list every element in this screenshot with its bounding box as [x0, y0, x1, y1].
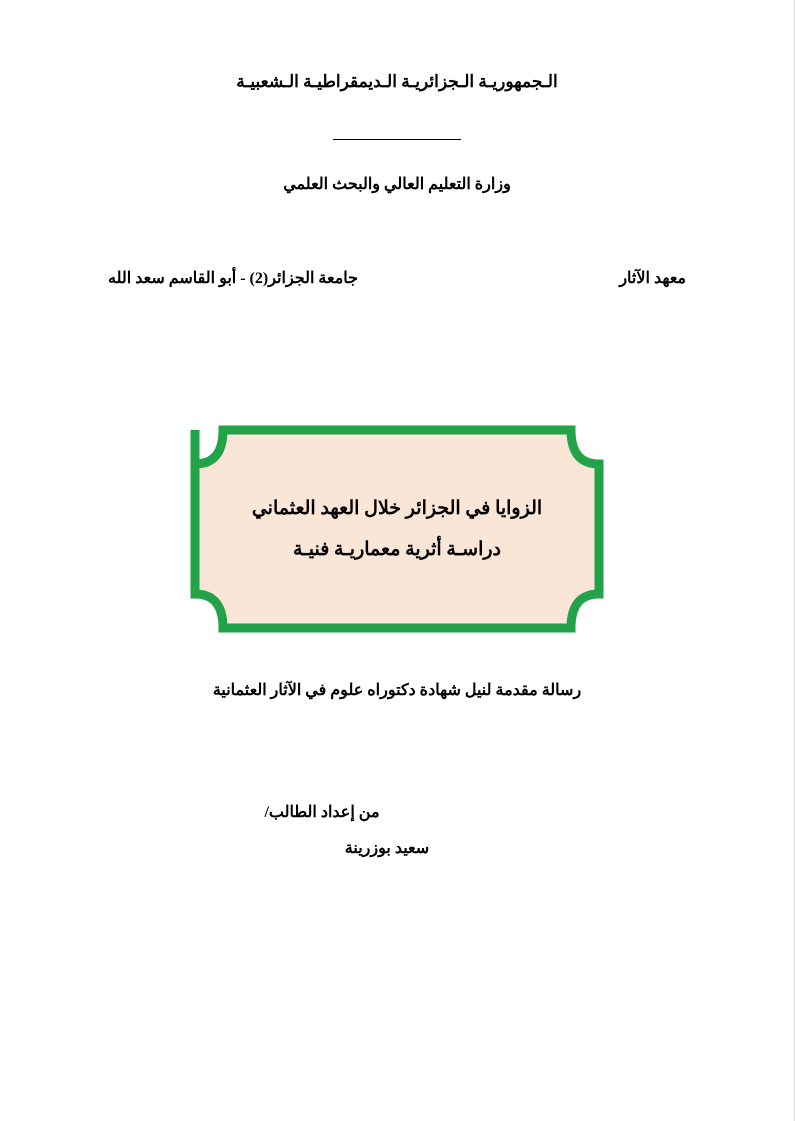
- institute-label: معهد الآثار: [619, 270, 686, 287]
- horizontal-divider: [333, 139, 461, 140]
- prepared-by-label: من إعداد الطالب/: [264, 804, 380, 821]
- title-text-group: [185, 420, 609, 638]
- title-line-2: دراسـة أثرية معماريـة فنيـة: [293, 539, 501, 560]
- title-line-1: الزوايا في الجزائر خلال العهد العثماني: [251, 498, 543, 519]
- republic-heading: الـجمهوريـة الـجزائريـة الـديمقراطيـة الـشعبيـة: [236, 72, 558, 91]
- thesis-statement: رسالة مقدمة لنيل شهادة دكتوراه علوم في الآثار العثمانية: [212, 682, 582, 699]
- university-row: [0, 268, 794, 288]
- title-plaque: [185, 420, 609, 638]
- author-block: [0, 802, 794, 858]
- author-name: سعيد بوزرينة: [344, 840, 430, 857]
- ministry-heading: وزارة التعليم العالي والبحث العلمي: [283, 176, 511, 193]
- university-label: جامعة الجزائر(2) - أبو القاسم سعد الله: [108, 270, 359, 287]
